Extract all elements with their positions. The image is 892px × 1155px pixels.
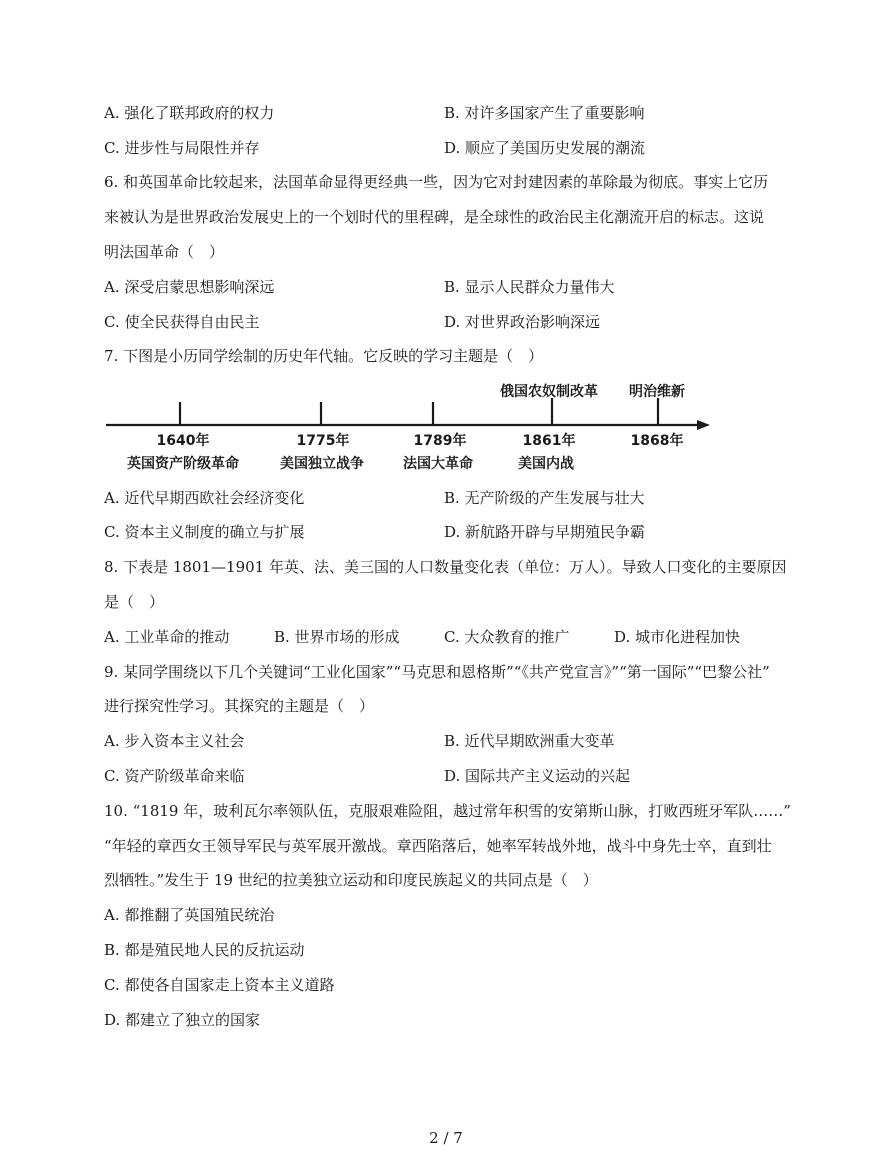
q6-stem-line1: 6. 和英国革命比较起来，法国革命显得更经典一些，因为它对封建因素的革除最为彻底。事实上它历 <box>104 173 769 191</box>
q10-stem-line1: 10. “1819 年，玻利瓦尔率领队伍，克服艰难险阻，越过常年积雪的安第斯山脉，打败西班牙军队……” <box>104 802 791 820</box>
q9-stem-line1: 9. 某同学围绕以下几个关键词“工业化国家”“马克思和恩格斯”“《共产党宣言》”“第一国际”“巴黎公社” <box>104 663 770 681</box>
q7-option-b: B. 无产阶级的产生发展与壮大 <box>444 489 645 507</box>
q8-option-d: D. 城市化进程加快 <box>614 628 741 646</box>
timeline-year-1640: 1640年 <box>156 433 210 449</box>
q10-option-d: D. 都建立了独立的国家 <box>104 1011 261 1029</box>
q6-option-b: B. 显示人民群众力量伟大 <box>444 278 615 296</box>
q5-option-b: B. 对许多国家产生了重要影响 <box>444 104 645 122</box>
timeline-arrowhead <box>697 420 710 430</box>
q6-option-a: A. 深受启蒙思想影响深远 <box>104 278 275 296</box>
q10-option-c: C. 都使各自国家走上资本主义道路 <box>104 976 335 994</box>
page-number: 2 / 7 <box>429 1129 463 1147</box>
q7-option-a: A. 近代早期西欧社会经济变化 <box>104 489 305 507</box>
q9-option-c: C. 资产阶级革命来临 <box>104 767 245 785</box>
q9-option-d: D. 国际共产主义运动的兴起 <box>444 767 631 785</box>
q7-stem: 7. 下图是小历同学绘制的历史年代轴。它反映的学习主题是（ ） <box>104 347 544 365</box>
q5-option-a: A. 强化了联邦政府的权力 <box>104 104 275 122</box>
timeline-above-1868: 明治维新 <box>629 384 685 400</box>
q5-option-d: D. 顺应了美国历史发展的潮流 <box>444 139 646 157</box>
q8-option-a: A. 工业革命的推动 <box>104 628 230 646</box>
q10-stem-line2: “年轻的章西女王领导军民与英军展开激战。章西陷落后，她率军转战外地，战斗中身先士卒，直到壮 <box>104 837 772 855</box>
q8-stem-line1: 8. 下表是 1801—1901 年英、法、美三国的人口数量变化表（单位：万人）。导致人口变化的主要原因 <box>104 558 787 576</box>
q6-option-d: D. 对世界政治影响深远 <box>444 313 601 331</box>
timeline-above-1861: 俄国农奴制改革 <box>500 384 598 400</box>
timeline-label-1775: 美国独立战争 <box>280 456 364 472</box>
q6-stem-line3: 明法国革命（ ） <box>104 243 225 261</box>
q8-stem-line2: 是（ ） <box>104 593 165 611</box>
history-timeline <box>100 380 720 475</box>
q5-option-c: C. 进步性与局限性并存 <box>104 139 260 157</box>
q6-stem-line2: 来被认为是世界政治发展史上的一个划时代的里程碑，是全球性的政治民主化潮流开启的标志。这说 <box>104 208 765 226</box>
q10-option-b: B. 都是殖民地人民的反抗运动 <box>104 941 305 959</box>
q8-option-c: C. 大众教育的推广 <box>444 628 570 646</box>
q7-option-d: D. 新航路开辟与早期殖民争霸 <box>444 523 646 541</box>
q9-option-a: A. 步入资本主义社会 <box>104 732 245 750</box>
timeline-label-1789: 法国大革命 <box>403 456 473 472</box>
q10-option-a: A. 都推翻了英国殖民统治 <box>104 906 275 924</box>
q9-stem-line2: 进行探究性学习。其探究的主题是（ ） <box>104 697 375 715</box>
timeline-year-1868: 1868年 <box>630 433 684 449</box>
q10-stem-line3: 烈牺牲。”发生于 19 世纪的拉美独立运动和印度民族起义的共同点是（ ） <box>104 871 598 889</box>
timeline-year-1861: 1861年 <box>522 433 576 449</box>
timeline-year-1775: 1775年 <box>296 433 350 449</box>
q8-option-b: B. 世界市场的形成 <box>274 628 400 646</box>
q7-option-c: C. 资本主义制度的确立与扩展 <box>104 523 305 541</box>
timeline-label-1640: 英国资产阶级革命 <box>127 456 239 472</box>
q9-option-b: B. 近代早期欧洲重大变革 <box>444 732 615 750</box>
q6-option-c: C. 使全民获得自由民主 <box>104 313 260 331</box>
timeline-year-1789: 1789年 <box>413 433 467 449</box>
timeline-label-1861: 美国内战 <box>518 456 574 472</box>
